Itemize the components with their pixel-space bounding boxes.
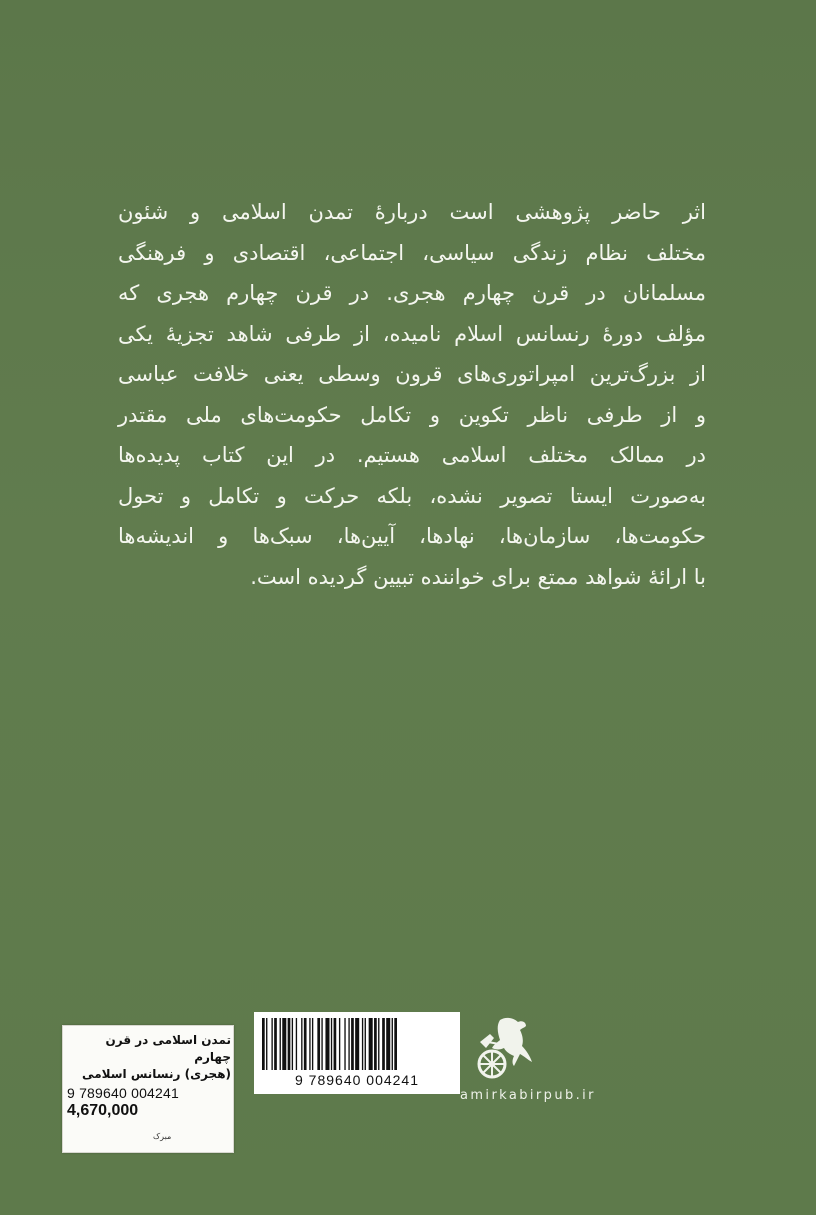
barcode-bar — [271, 1018, 272, 1070]
barcode-bar — [392, 1018, 393, 1070]
barcode-bar — [348, 1018, 349, 1070]
barcode-bar — [334, 1018, 337, 1070]
price-sticker — [62, 1025, 234, 1153]
barcode-bar — [266, 1018, 267, 1070]
barcode-bar — [301, 1018, 302, 1070]
sticker-shop: مبرک — [153, 1132, 172, 1141]
barcode-bar — [262, 1018, 265, 1070]
sticker-title-line: تمدن اسلامی در قرن چهارم — [105, 1033, 231, 1064]
barcode-bar — [355, 1018, 359, 1070]
barcode-bar — [304, 1018, 307, 1070]
barcode-bar — [362, 1018, 363, 1070]
barcode-bars — [260, 1018, 454, 1072]
barcode-bar — [394, 1018, 397, 1070]
barcode-bar — [378, 1018, 379, 1070]
barcode-bar — [282, 1018, 286, 1070]
blurb-line: حکومت‌ها، سازمان‌ها، نهادها، آیین‌ها، سبک‌ها و اندیشه‌ها — [118, 524, 706, 548]
barcode-bar — [382, 1018, 385, 1070]
sticker-title — [69, 1032, 231, 1083]
barcode-bar — [312, 1018, 313, 1070]
blurb-line: مختلف نظام زندگی سیاسی، اجتماعی، اقتصادی و فرهنگی — [118, 240, 706, 265]
blurb-line: و از طرفی ناظر تکوین و تکامل حکومت‌های ملی مقتدر — [118, 402, 706, 427]
barcode-isbn: 9 789640 004241 — [295, 1072, 419, 1088]
barcode-bar — [365, 1018, 366, 1070]
blurb-text — [118, 192, 706, 597]
barcode-bar — [288, 1018, 291, 1070]
barcode-bar — [321, 1018, 322, 1070]
sticker-title-line: (هجری) رنسانس اسلامی — [82, 1067, 231, 1081]
blurb-line: به‌صورت ایستا تصویر نشده، بلکه حرکت و تکامل و تحول — [118, 483, 706, 508]
blurb-line: با ارائهٔ شواهد ممتع برای خواننده تبیین گردیده است. — [250, 564, 706, 589]
barcode-bar — [317, 1018, 320, 1070]
chariot-horse-logo-icon — [470, 1012, 538, 1090]
sticker-isbn: 9 789640 004241 — [67, 1085, 179, 1101]
blurb-line: مسلمانان در قرن چهارم هجری. در قرن چهارم هجری که — [118, 281, 706, 305]
blurb-line: از بزرگ‌ترین امپراتوری‌های قرون وسطی یعنی خلافت عباسی — [118, 362, 706, 386]
barcode-bar — [309, 1018, 310, 1070]
barcode-bar — [292, 1018, 293, 1070]
isbn-barcode — [254, 1012, 460, 1094]
barcode-bar — [351, 1018, 354, 1070]
barcode-bar — [339, 1018, 340, 1070]
blurb-line: در ممالک مختلف اسلامی هستیم. در این کتاب پدیده‌ها — [118, 443, 706, 467]
barcode-bar — [369, 1018, 373, 1070]
barcode-bar — [331, 1018, 332, 1070]
blurb-line: مؤلف دورهٔ رنسانس اسلام نامیده، از طرفی شاهد تجزیهٔ یکی — [118, 321, 706, 346]
barcode-bar — [280, 1018, 281, 1070]
barcode-bar — [386, 1018, 390, 1070]
barcode-bar — [344, 1018, 345, 1070]
sticker-price: 4,670,000 — [67, 1102, 139, 1119]
barcode-bar — [325, 1018, 329, 1070]
barcode-bar — [274, 1018, 277, 1070]
publisher-url[interactable]: amirkabirpub.ir — [460, 1088, 596, 1103]
blurb-line: اثر حاضر پژوهشی است دربارهٔ تمدن اسلامی و شئون — [118, 200, 706, 224]
barcode-bar — [296, 1018, 297, 1070]
barcode-bar — [374, 1018, 377, 1070]
